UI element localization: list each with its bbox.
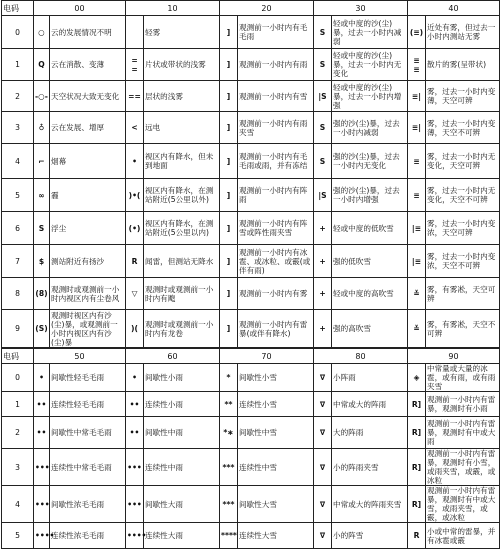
weather-description: 近处有雾，但过去一小时内测站无雾 bbox=[426, 16, 500, 49]
weather-symbol-icon: •• bbox=[34, 417, 50, 449]
weather-description: 连续性大雪 bbox=[238, 523, 314, 549]
row-code: 0 bbox=[2, 16, 34, 49]
weather-description: 雾，过去一小时内变薄，天空不可辨 bbox=[426, 112, 500, 144]
weather-description: 连续性浓毛毛雨 bbox=[50, 523, 126, 549]
weather-description: 云在消散、变薄 bbox=[50, 49, 126, 81]
table-row bbox=[2, 245, 500, 278]
header-20: 20 bbox=[220, 1, 314, 16]
weather-description: 天空状况大致无变化 bbox=[50, 81, 126, 112]
weather-description: 强的沙(尘)暴，过去一小时内减弱 bbox=[332, 112, 408, 144]
weather-symbol-icon: • bbox=[126, 144, 144, 179]
weather-symbol-icon: (≡) bbox=[408, 16, 426, 49]
weather-description: 观测前一小时内有阵雪或阵性雨夹雪 bbox=[238, 212, 314, 245]
weather-symbol-icon: ] bbox=[220, 310, 238, 348]
header-row bbox=[2, 349, 500, 364]
weather-symbol-icon: ≡ bbox=[408, 144, 426, 179]
weather-symbol-icon: ** bbox=[220, 392, 238, 417]
weather-description: 远电 bbox=[144, 112, 220, 144]
row-code: 7 bbox=[2, 245, 34, 278]
weather-symbol-icon: • bbox=[34, 364, 50, 392]
header-40: 40 bbox=[408, 1, 500, 16]
weather-description: 雾，过去一小时内无变化，天空可辨 bbox=[426, 144, 500, 179]
weather-description: 观测前一小时内有雷暴(或伴有降水) bbox=[238, 310, 314, 348]
table-row bbox=[2, 112, 500, 144]
weather-symbol-icon: •••• bbox=[34, 523, 50, 549]
weather-description: 中常量或大量的冰雹，或有雨，或有雨夹雪 bbox=[426, 364, 500, 392]
weather-symbol-icon: ∇ bbox=[314, 417, 332, 449]
header-code: 电码 bbox=[2, 349, 34, 364]
weather-symbol-icon: ] bbox=[220, 16, 238, 49]
weather-description: 观测时或观测前一小时内有飑 bbox=[144, 278, 220, 310]
weather-symbol-icon: -○- bbox=[34, 81, 50, 112]
weather-description: 轻或中度的沙(尘)暴，过去一小时内无变化 bbox=[332, 49, 408, 81]
weather-symbol-icon: R] bbox=[408, 486, 426, 523]
weather-symbol-icon: ] bbox=[220, 278, 238, 310]
row-code: 2 bbox=[2, 417, 34, 449]
weather-symbol-icon: S bbox=[314, 144, 332, 179]
table-row bbox=[2, 417, 500, 449]
table-row bbox=[2, 523, 500, 549]
row-code: 0 bbox=[2, 364, 34, 392]
weather-symbol-icon: + bbox=[314, 278, 332, 310]
weather-symbol-icon: )•( bbox=[126, 179, 144, 212]
header-row bbox=[2, 1, 500, 16]
weather-description: 中常或大的阵雨夹雪 bbox=[332, 486, 408, 523]
weather-description: 片状或带状的浅雾 bbox=[144, 49, 220, 81]
row-code: 5 bbox=[2, 523, 34, 549]
table-row bbox=[2, 278, 500, 310]
weather-description: 轻或中度的沙(尘)暴，过去一小时内减弱 bbox=[332, 16, 408, 49]
weather-description: 间歇性大雨 bbox=[144, 486, 220, 523]
table-row bbox=[2, 16, 500, 49]
weather-description: 视区内有降水，在测站附近(5公里以内) bbox=[144, 212, 220, 245]
weather-description: 烟幕 bbox=[50, 144, 126, 179]
row-code: 6 bbox=[2, 212, 34, 245]
weather-description: 观测前一小时内有雪 bbox=[238, 81, 314, 112]
weather-description: 连续性小雨 bbox=[144, 392, 220, 417]
weather-symbol-icon: ≡| bbox=[408, 112, 426, 144]
weather-symbol-icon: + bbox=[314, 212, 332, 245]
weather-description: 强的沙(尘)暴，过去一小时内无变化 bbox=[332, 144, 408, 179]
table-row bbox=[2, 179, 500, 212]
weather-symbol-icon: R] bbox=[408, 449, 426, 486]
weather-symbol-icon: *** bbox=[220, 449, 238, 486]
weather-symbol-icon: |≡ bbox=[408, 212, 426, 245]
weather-description: 间歇性中常毛毛雨 bbox=[50, 417, 126, 449]
weather-description: 观测前一小时内有毛毛雨 bbox=[238, 16, 314, 49]
weather-description: 观测前一小时内有雷暴，观测时有中或大雨 bbox=[426, 417, 500, 449]
weather-description: 视区内有降水，在测站附近(5公里以外) bbox=[144, 179, 220, 212]
header-00: 00 bbox=[34, 1, 126, 16]
weather-symbol-icon: •• bbox=[126, 417, 144, 449]
weather-code-table-top bbox=[1, 0, 500, 348]
weather-description: 观测前一小时内有冰雹、或冰粒、或霰(或伴有雨) bbox=[238, 245, 314, 278]
weather-description: 观测前一小时内有雷暴，观测时有中或大雪，或雨夹雪，或霰，或冰粒 bbox=[426, 486, 500, 523]
weather-symbol-icon: ∇ bbox=[314, 523, 332, 549]
weather-description: 大的阵雨 bbox=[332, 417, 408, 449]
weather-description: 雾，过去一小时内变浓，天空不可辨 bbox=[426, 245, 500, 278]
weather-description: 轻或中度的低吹雪 bbox=[332, 212, 408, 245]
weather-symbol-icon: R] bbox=[408, 417, 426, 449]
row-code: 8 bbox=[2, 278, 34, 310]
weather-description: 云在发展、增厚 bbox=[50, 112, 126, 144]
weather-symbol-icon: ••• bbox=[34, 449, 50, 486]
weather-symbol-icon bbox=[126, 16, 144, 49]
weather-description: 雾，过去一小时内变浓，天空可辨 bbox=[426, 212, 500, 245]
weather-symbol-icon: ∇ bbox=[314, 449, 332, 486]
weather-symbol-icon: + bbox=[314, 245, 332, 278]
row-code: 4 bbox=[2, 144, 34, 179]
weather-symbol-icon: ○ bbox=[34, 16, 50, 49]
weather-description: 雾，有雾凇，天空可辨 bbox=[426, 278, 500, 310]
table-row bbox=[2, 449, 500, 486]
weather-description: 强的高吹雪 bbox=[332, 310, 408, 348]
weather-symbol-icon: = = bbox=[126, 49, 144, 81]
table-row bbox=[2, 144, 500, 179]
weather-description: 连续性中雪 bbox=[238, 449, 314, 486]
weather-symbol-icon: < bbox=[126, 112, 144, 144]
row-code: 1 bbox=[2, 49, 34, 81]
weather-description: 雾，过去一小时内无变化，天空不可辨 bbox=[426, 179, 500, 212]
weather-symbol-icon: Q bbox=[34, 49, 50, 81]
weather-description: 轻或中度的沙(尘)暴，过去一小时内增强 bbox=[332, 81, 408, 112]
weather-description: 间歇性浓毛毛雨 bbox=[50, 486, 126, 523]
row-code: 1 bbox=[2, 392, 34, 417]
row-code: 9 bbox=[2, 310, 34, 348]
weather-code-table-bottom bbox=[1, 348, 500, 549]
weather-symbol-icon: ∇ bbox=[314, 364, 332, 392]
weather-description: 间歇性小雨 bbox=[144, 364, 220, 392]
weather-description: 观测前一小时内有雷暴，观测时有小雪，或雨夹雪，或霰，或冰粒 bbox=[426, 449, 500, 486]
weather-symbol-icon: ] bbox=[220, 144, 238, 179]
weather-symbol-icon: ≚ bbox=[408, 278, 426, 310]
weather-symbol-icon: )( bbox=[126, 310, 144, 348]
weather-symbol-icon: ] bbox=[220, 81, 238, 112]
weather-description: 小阵雨 bbox=[332, 364, 408, 392]
weather-symbol-icon: (•) bbox=[126, 212, 144, 245]
weather-symbol-icon: • bbox=[126, 364, 144, 392]
weather-description: 观测前一小时内有阵雨 bbox=[238, 179, 314, 212]
weather-symbol-icon: ] bbox=[220, 179, 238, 212]
row-code: 4 bbox=[2, 486, 34, 523]
weather-symbol-icon: ••• bbox=[126, 486, 144, 523]
weather-symbol-icon: R] bbox=[408, 392, 426, 417]
weather-description: 轻或中度的高吹雪 bbox=[332, 278, 408, 310]
weather-symbol-icon: == bbox=[126, 81, 144, 112]
weather-description: 连续性中常毛毛雨 bbox=[50, 449, 126, 486]
weather-description: 观测时或观测前一小时内有龙卷 bbox=[144, 310, 220, 348]
weather-symbol-icon: ] bbox=[220, 212, 238, 245]
weather-symbol-icon: •• bbox=[126, 392, 144, 417]
weather-description: 强的低吹雪 bbox=[332, 245, 408, 278]
weather-symbol-icon: S bbox=[34, 212, 50, 245]
weather-description: 小的阵雨夹雪 bbox=[332, 449, 408, 486]
weather-description: 云的发展情况不明 bbox=[50, 16, 126, 49]
weather-symbol-icon: ••• bbox=[126, 449, 144, 486]
weather-description: 观测前一小时内有雷暴，观测时有小雨 bbox=[426, 392, 500, 417]
weather-symbol-icon: ] bbox=[220, 245, 238, 278]
weather-symbol-icon: R bbox=[408, 523, 426, 549]
weather-symbol-icon: •• bbox=[34, 392, 50, 417]
weather-description: 小或中常的雷暴，并有冰雹或霰 bbox=[426, 523, 500, 549]
weather-symbol-icon: |S bbox=[314, 179, 332, 212]
weather-description: 雾，过去一小时内变薄，天空可辨 bbox=[426, 81, 500, 112]
header-30: 30 bbox=[314, 1, 408, 16]
weather-description: 层状的浅雾 bbox=[144, 81, 220, 112]
weather-description: 观测前一小时内有毛毛雨或雨，并有冻结 bbox=[238, 144, 314, 179]
weather-description: 连续性轻毛毛雨 bbox=[50, 392, 126, 417]
weather-symbol-icon: ◈ bbox=[408, 364, 426, 392]
weather-symbol-icon: S bbox=[314, 16, 332, 49]
table-row bbox=[2, 486, 500, 523]
header-10: 10 bbox=[126, 1, 220, 16]
weather-description: 浮尘 bbox=[50, 212, 126, 245]
weather-symbol-icon: ∞ bbox=[34, 179, 50, 212]
weather-symbol-icon: S bbox=[314, 112, 332, 144]
table-row bbox=[2, 81, 500, 112]
weather-symbol-icon: * bbox=[220, 364, 238, 392]
header-80: 80 bbox=[314, 349, 408, 364]
weather-description: 间歇性小雪 bbox=[238, 364, 314, 392]
weather-description: 观测前一小时内有雨夹雪 bbox=[238, 112, 314, 144]
weather-description: 间歇性中雨 bbox=[144, 417, 220, 449]
weather-symbol-icon: (8) bbox=[34, 278, 50, 310]
row-code: 3 bbox=[2, 449, 34, 486]
table-row bbox=[2, 212, 500, 245]
weather-description: 观测时或观测前一小时内视区内有尘卷风 bbox=[50, 278, 126, 310]
weather-symbol-icon: ≡ bbox=[408, 179, 426, 212]
weather-symbol-icon: ] bbox=[220, 49, 238, 81]
weather-description: 间歇性中雪 bbox=[238, 417, 314, 449]
weather-symbol-icon: $ bbox=[34, 245, 50, 278]
weather-description: 观测前一小时内有雾 bbox=[238, 278, 314, 310]
weather-symbol-icon: **** bbox=[220, 523, 238, 549]
weather-symbol-icon: •••• bbox=[126, 523, 144, 549]
weather-description: 轻雾 bbox=[144, 16, 220, 49]
weather-symbol-icon: ⌐ bbox=[34, 144, 50, 179]
weather-description: 观测时视区内有沙(尘)暴，或观测前一小时内视区内有沙(尘)暴 bbox=[50, 310, 126, 348]
weather-description: 连续性中雨 bbox=[144, 449, 220, 486]
weather-description: 连续性小雪 bbox=[238, 392, 314, 417]
row-code: 5 bbox=[2, 179, 34, 212]
header-code: 电码 bbox=[2, 1, 34, 16]
weather-description: 散片的雾(呈带状) bbox=[426, 49, 500, 81]
weather-symbol-icon: ≡ ≡ bbox=[408, 49, 426, 81]
weather-symbol-icon: R bbox=[126, 245, 144, 278]
weather-symbol-icon: (S) bbox=[34, 310, 50, 348]
header-50: 50 bbox=[34, 349, 126, 364]
weather-symbol-icon: ≚ bbox=[408, 310, 426, 348]
row-code: 3 bbox=[2, 112, 34, 144]
weather-description: 闻雷，但测站无降水 bbox=[144, 245, 220, 278]
weather-description: 小的阵雪 bbox=[332, 523, 408, 549]
table-row bbox=[2, 392, 500, 417]
row-code: 2 bbox=[2, 81, 34, 112]
weather-symbol-icon: ∇ bbox=[314, 392, 332, 417]
weather-description: 测站附近有扬沙 bbox=[50, 245, 126, 278]
weather-symbol-icon: ≡| bbox=[408, 81, 426, 112]
weather-symbol-icon: |≡ bbox=[408, 245, 426, 278]
weather-symbol-icon: ▽ bbox=[126, 278, 144, 310]
weather-description: 观测前一小时内有雨 bbox=[238, 49, 314, 81]
header-70: 70 bbox=[220, 349, 314, 364]
weather-description: 间歇性大雪 bbox=[238, 486, 314, 523]
weather-symbol-icon: ♁ bbox=[34, 112, 50, 144]
weather-symbol-icon: ] bbox=[220, 112, 238, 144]
weather-description: 连续性大雨 bbox=[144, 523, 220, 549]
table-row bbox=[2, 364, 500, 392]
weather-symbol-icon: ••• bbox=[34, 486, 50, 523]
weather-description: 中常或大的阵雨 bbox=[332, 392, 408, 417]
table-row bbox=[2, 310, 500, 348]
weather-symbol-icon: S bbox=[314, 49, 332, 81]
weather-description: 雾，有雾凇，天空不可辨 bbox=[426, 310, 500, 348]
weather-symbol-icon: ∇ bbox=[314, 486, 332, 523]
table-row bbox=[2, 49, 500, 81]
weather-symbol-icon: *** bbox=[220, 486, 238, 523]
weather-description: 视区内有降水，但未到地面 bbox=[144, 144, 220, 179]
weather-symbol-icon: |S bbox=[314, 81, 332, 112]
weather-symbol-icon: *∗ bbox=[220, 417, 238, 449]
header-90: 90 bbox=[408, 349, 500, 364]
weather-symbol-icon: + bbox=[314, 310, 332, 348]
weather-description: 强的沙(尘)暴，过去一小时内增强 bbox=[332, 179, 408, 212]
weather-description: 霾 bbox=[50, 179, 126, 212]
header-60: 60 bbox=[126, 349, 220, 364]
weather-description: 间歇性轻毛毛雨 bbox=[50, 364, 126, 392]
